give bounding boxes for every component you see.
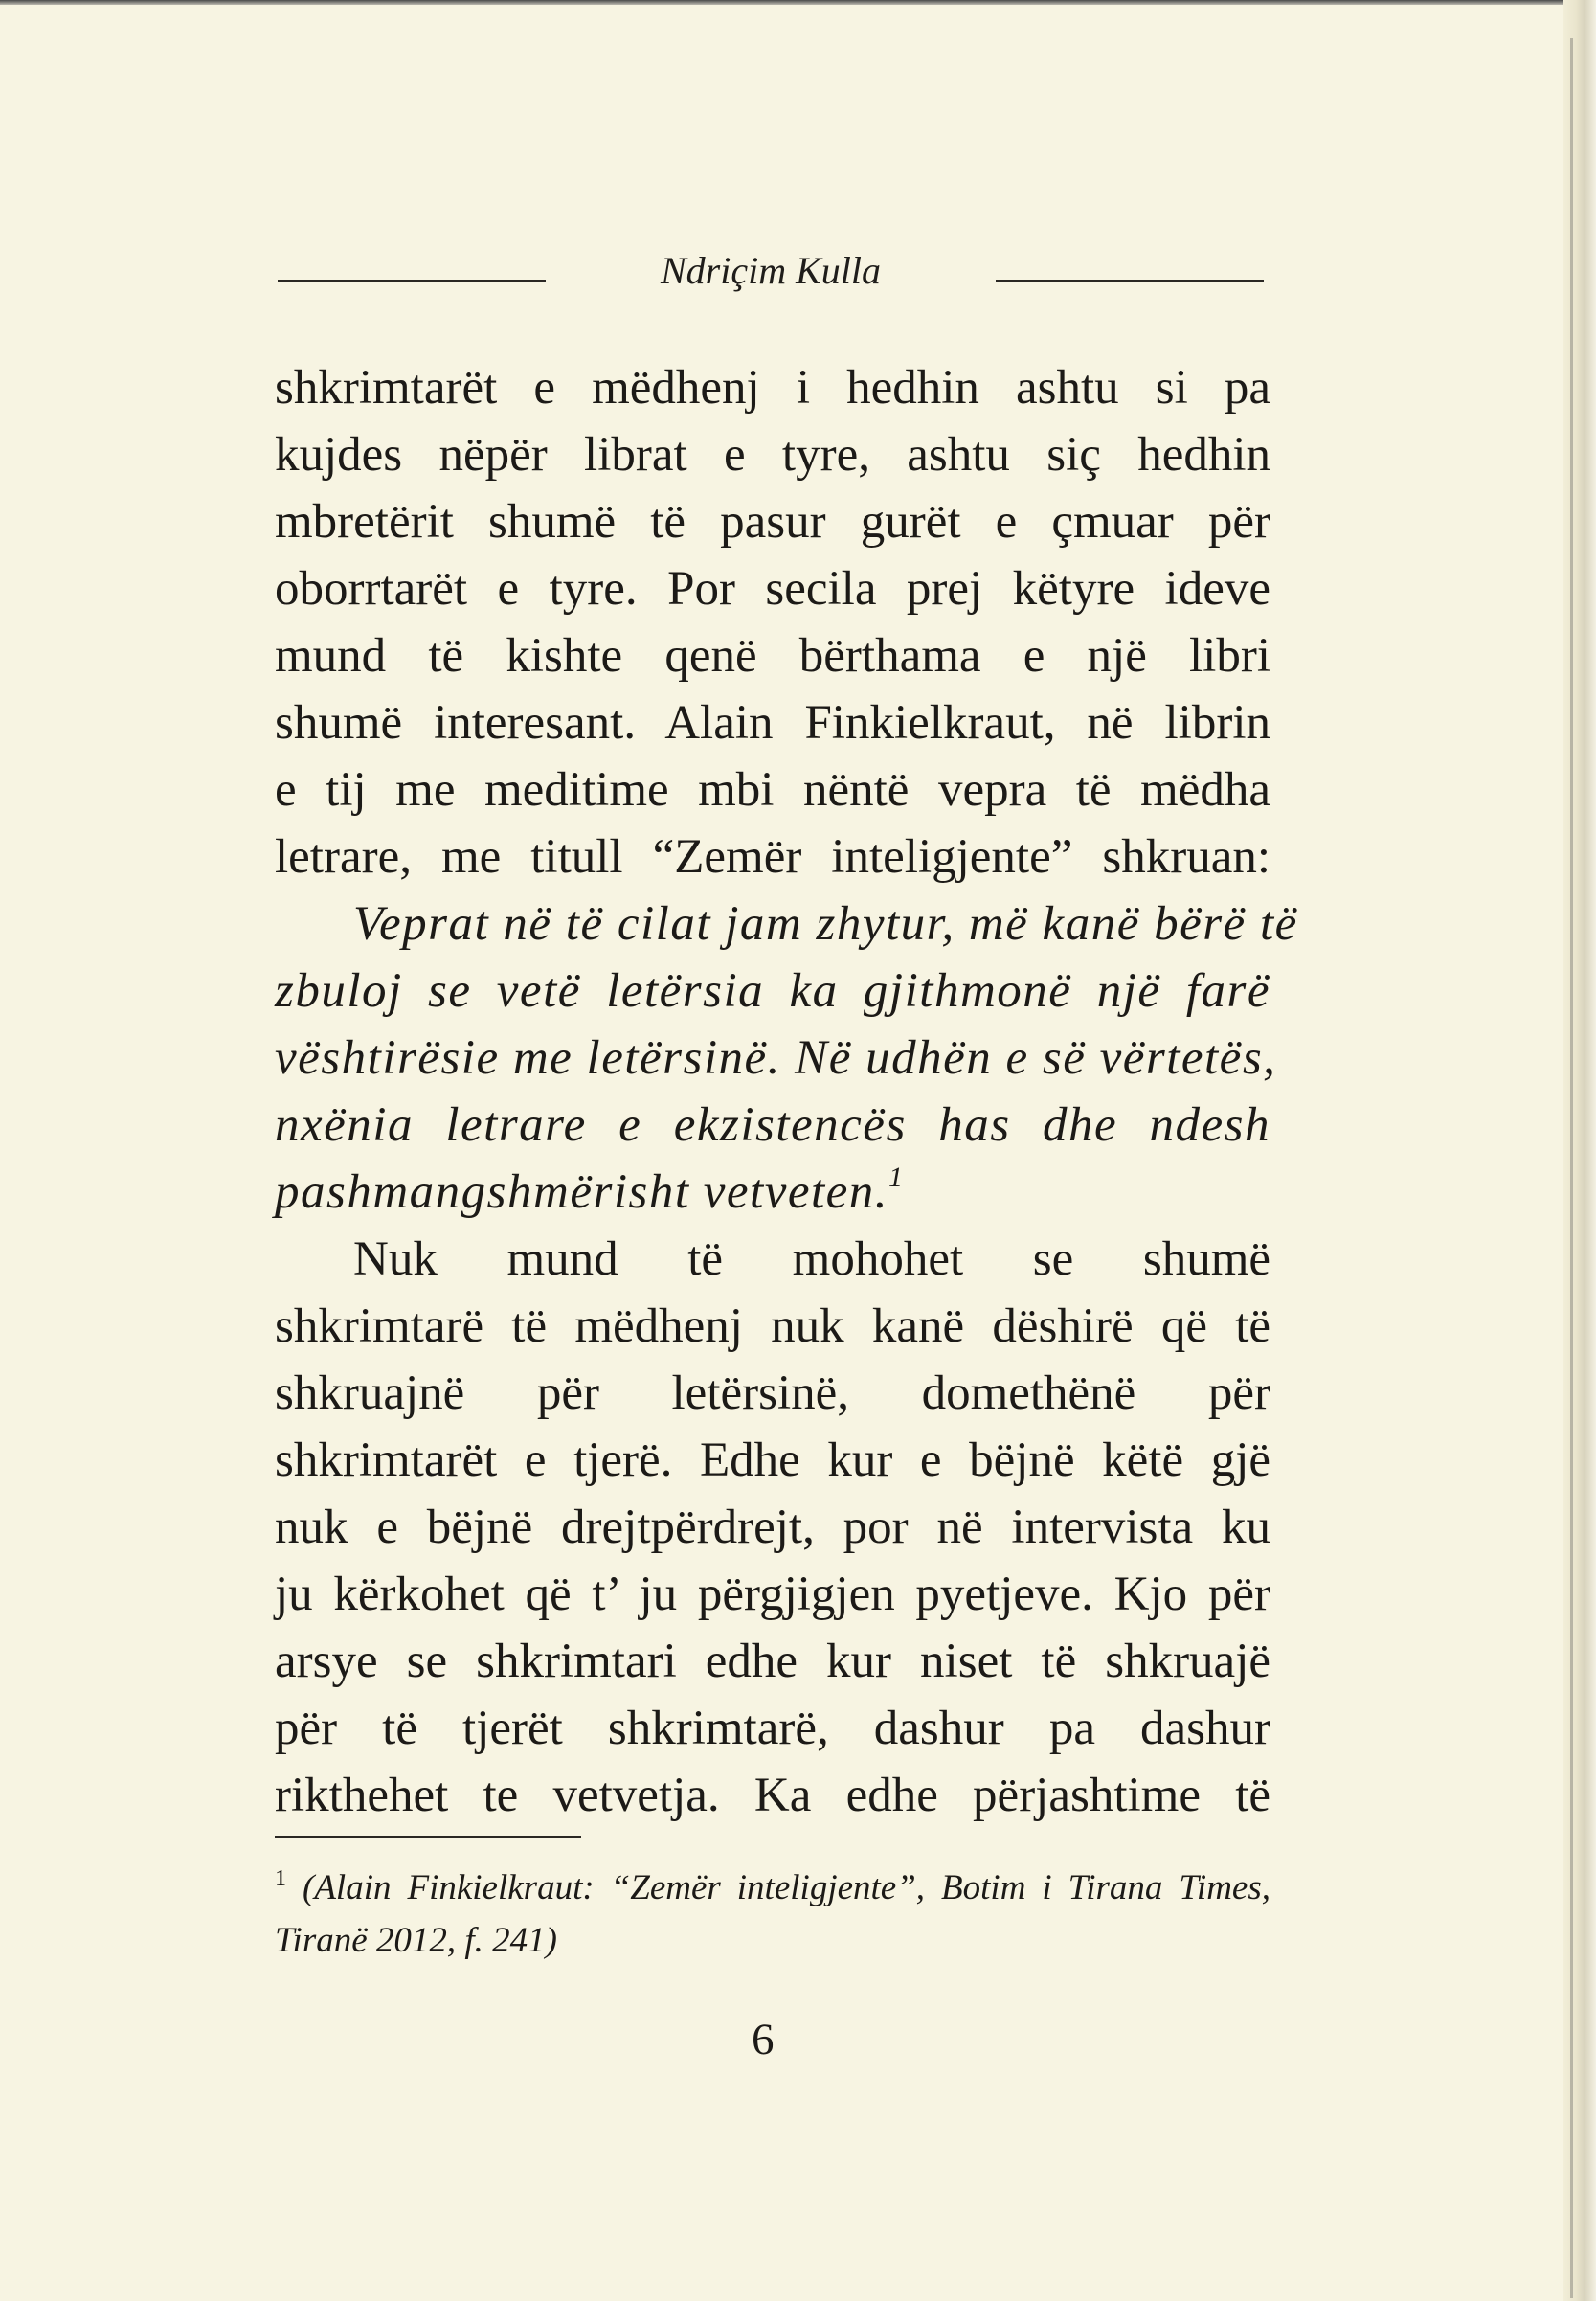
paragraph-2 (275, 1226, 1270, 1829)
text-line: shkrimtarë të mëdhenj nuk kanë dëshirë që të (275, 1299, 1270, 1353)
text-line: mbretërit shumë të pasur gurët e çmuar për (275, 495, 1270, 549)
body-text (275, 354, 1298, 1829)
page-number: 6 (752, 2015, 775, 2064)
quote-line-text: pashmangshmërisht vetveten. (275, 1165, 889, 1219)
quote-line: vështirësie me letërsinë. Në udhën e së vërtetës, (275, 1031, 1277, 1085)
running-header-title: Ndriçim Kulla (660, 249, 882, 292)
text-line: Nuk mund të mohohet se shumë (353, 1232, 1270, 1286)
text-line: arsye se shkrimtari edhe kur niset të shkruajë (275, 1635, 1270, 1688)
page-edge-line (1570, 38, 1573, 2298)
header-rule-right (996, 280, 1264, 282)
footnote-reference[interactable]: 1 (888, 1162, 905, 1193)
page-top-edge (0, 0, 1596, 5)
footnote (275, 1861, 1270, 1967)
text-line: oborrtarët e tyre. Por secila prej këtyre ideve (275, 562, 1270, 616)
block-quote (275, 891, 1298, 1226)
text-line: letrare, me titull “Zemër inteligjente” shkruan: (275, 830, 1270, 884)
text-line: mund të kishte qenë bërthama e një libri (275, 629, 1270, 683)
text-line: për të tjerët shkrimtarë, dashur pa dashur (275, 1702, 1270, 1755)
text-line: shkruajnë për letërsinë, domethënë për (275, 1366, 1270, 1420)
text-line: ju kërkohet që t’ ju përgjigjen pyetjeve. Kjo për (275, 1568, 1270, 1621)
page-binding-edge (1563, 0, 1596, 2301)
quote-line: zbuloj se vetë letërsia ka gjithmonë një farë (275, 964, 1270, 1018)
footnote-text: (Alain Finkielkraut: “Zemër inteligjente”, Botim i Tirana Times, (303, 1868, 1270, 1907)
footnote-line (275, 1861, 1270, 1914)
quote-line-last (275, 1159, 1270, 1226)
quote-line: Veprat në të cilat jam zhytur, më kanë bërë të (353, 897, 1298, 951)
text-line: shumë interesant. Alain Finkielkraut, në librin (275, 696, 1270, 750)
running-header (278, 247, 1264, 305)
text-line: nuk e bëjnë drejtpërdrejt, por në intervista ku (275, 1500, 1270, 1554)
text-line: kujdes nëpër librat e tyre, ashtu siç hedhin (275, 428, 1270, 482)
quote-line: nxënia letrare e ekzistencës has dhe ndesh (275, 1098, 1270, 1152)
text-line: shkrimtarët e tjerë. Edhe kur e bëjnë këtë gjë (275, 1433, 1270, 1487)
footnote-separator (275, 1836, 581, 1838)
footnote-mark: 1 (275, 1866, 286, 1891)
text-line: e tij me meditime mbi nëntë vepra të mëdha (275, 763, 1270, 817)
text-line: rikthehet te vetvetja. Ka edhe përjashtime të (275, 1769, 1270, 1822)
text-line: shkrimtarët e mëdhenj i hedhin ashtu si pa (275, 361, 1270, 415)
footnote-line: Tiranë 2012, f. 241) (275, 1921, 557, 1960)
paragraph-1 (275, 354, 1270, 891)
